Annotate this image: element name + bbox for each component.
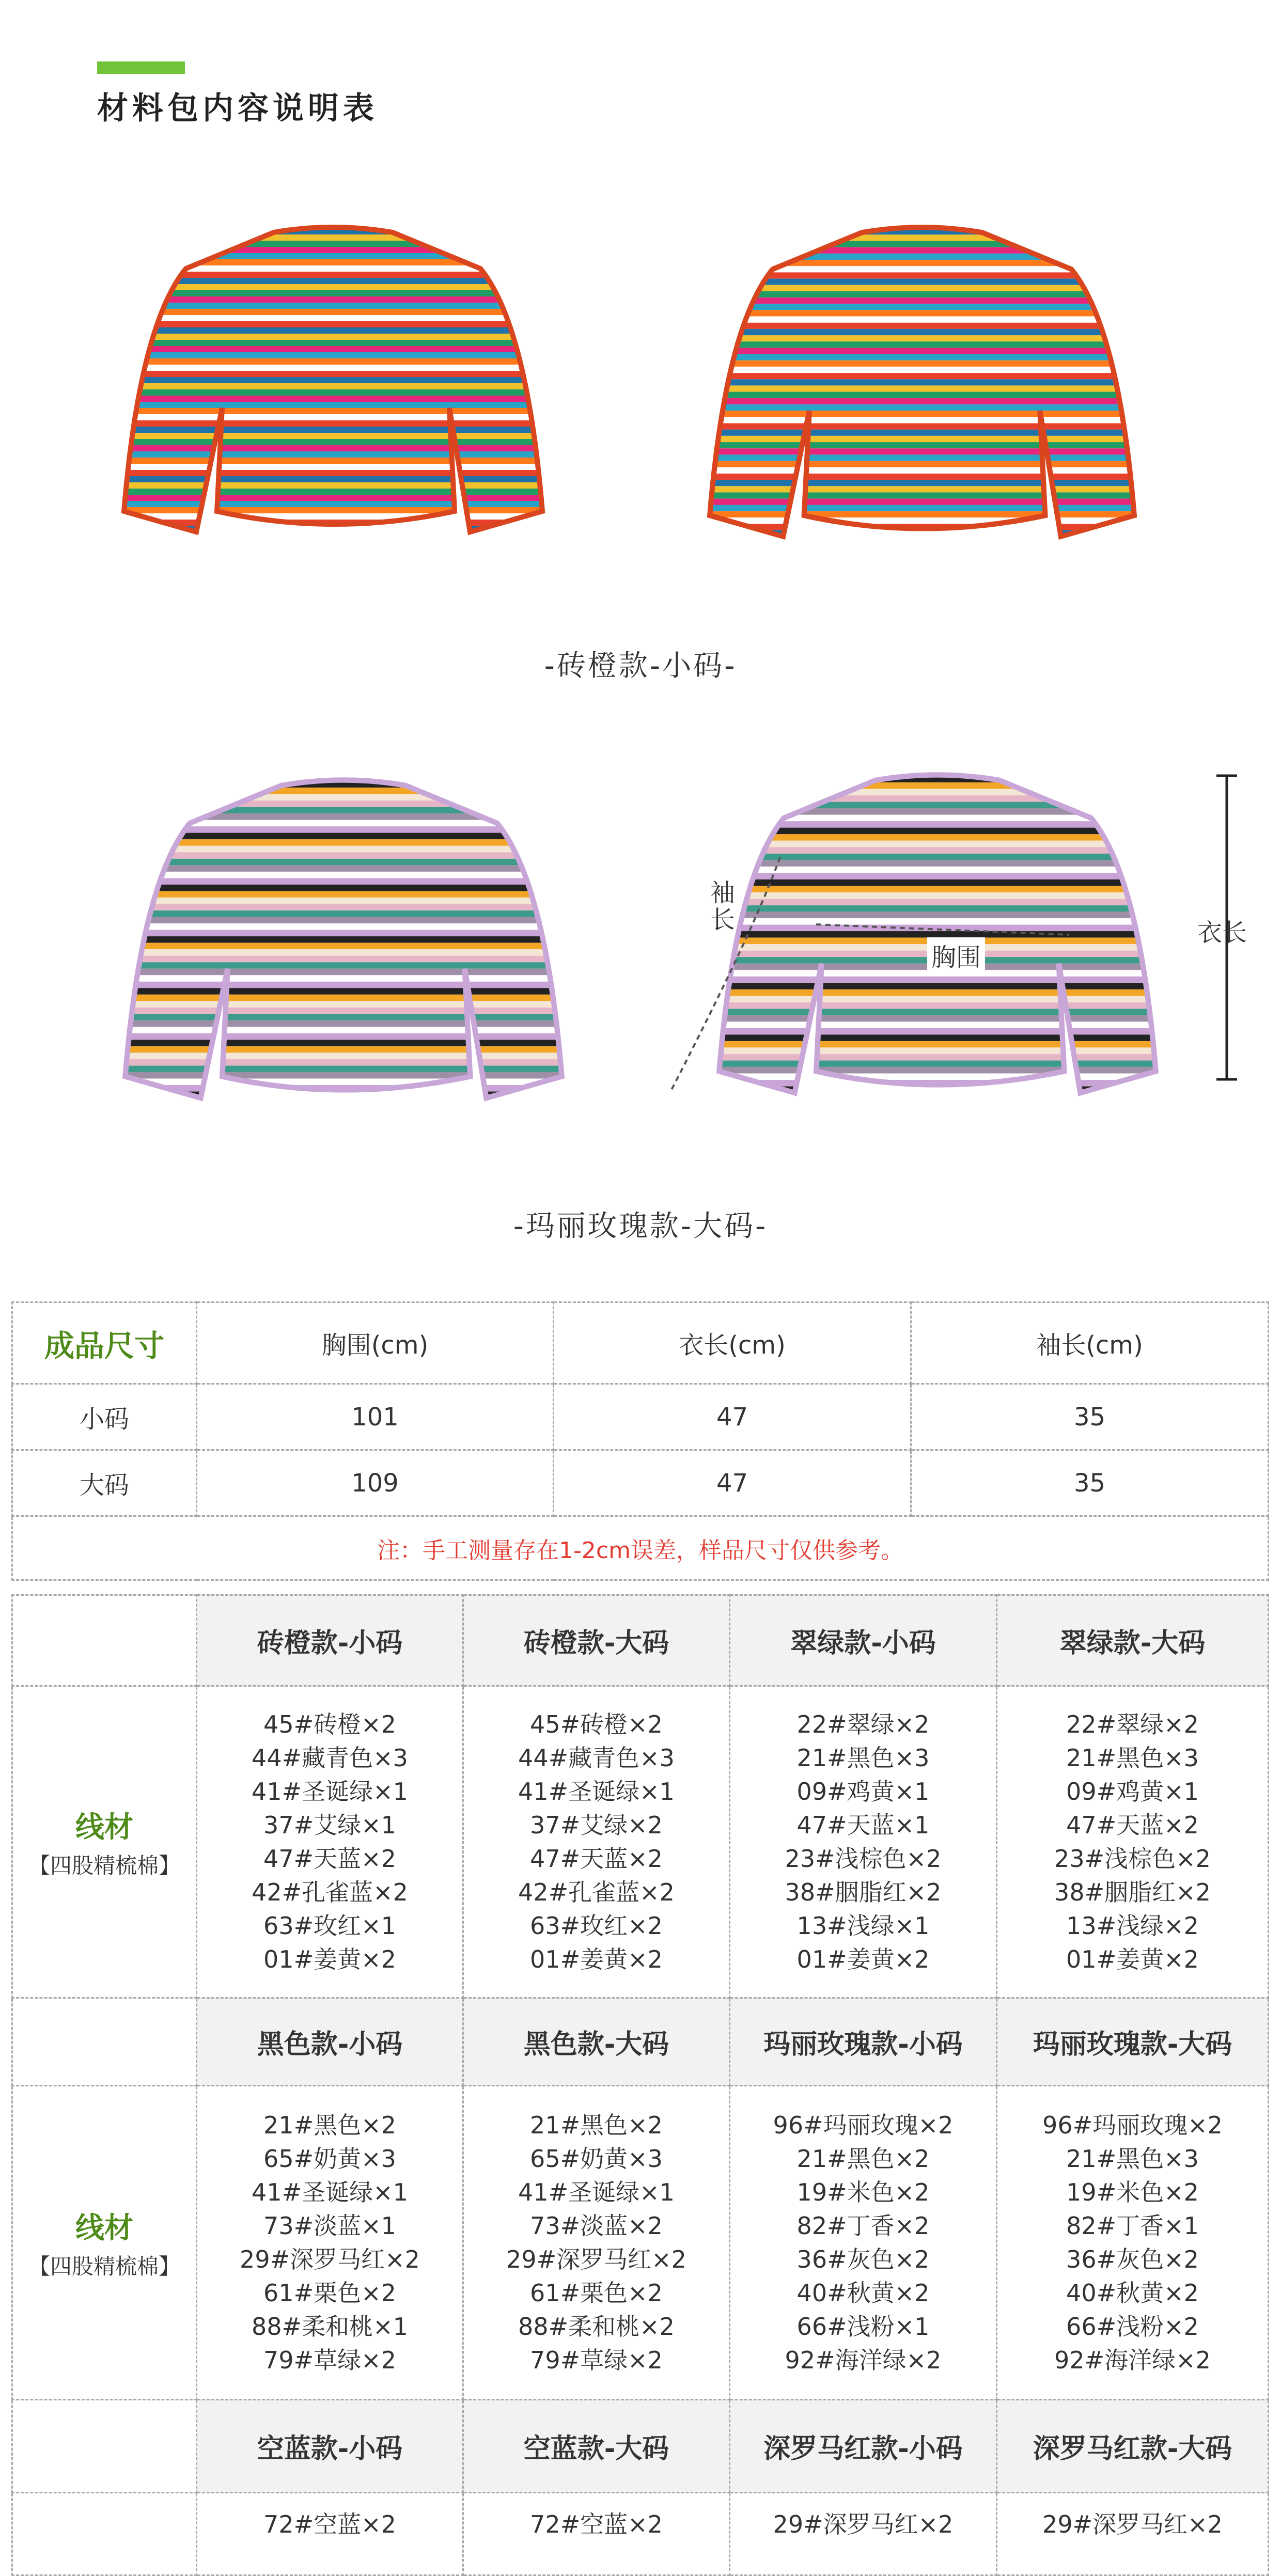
sleeve-label-2: 长	[710, 905, 736, 934]
materials-items-row	[12, 1686, 1269, 1998]
size-table	[11, 1301, 1269, 1581]
style-header: 空蓝款-大码	[463, 2400, 730, 2493]
size-note-row	[12, 1516, 1269, 1580]
page-title: 材料包内容说明表	[97, 90, 378, 127]
style-header: 深罗马红款-小码	[730, 2400, 997, 2493]
yarn-item: 21#黑色×2	[530, 2111, 663, 2139]
yarn-list	[730, 2493, 997, 2575]
yarn-item: 44#藏青色×3	[252, 1743, 408, 1772]
yarn-item: 72#空蓝×2	[530, 2510, 663, 2538]
yarn-item: 23#浅棕色×2	[785, 1844, 942, 1873]
yarn-label-cell	[12, 1686, 197, 1998]
yarn-item: 42#孔雀蓝×2	[518, 1878, 675, 1906]
yarn-item: 09#鸡黄×1	[1066, 1777, 1199, 1805]
yarn-item: 21#黑色×3	[796, 1743, 930, 1772]
yarn-item: 66#浅粉×2	[1066, 2312, 1199, 2341]
yarn-item: 13#浅绿×1	[796, 1911, 930, 1940]
materials-header-empty	[12, 1998, 197, 2086]
yarn-label: 线材	[75, 2211, 133, 2245]
yarn-list	[197, 1686, 463, 1998]
size-cell: 109	[197, 1450, 554, 1516]
yarn-item: 19#米色×2	[796, 2178, 930, 2206]
style-header: 空蓝款-小码	[197, 2400, 463, 2493]
yarn-item: 63#玫红×2	[530, 1911, 663, 1940]
size-header-length: 衣长(cm)	[554, 1302, 911, 1384]
yarn-item: 66#浅粉×1	[796, 2312, 930, 2341]
yarn-list	[997, 2086, 1269, 2400]
yarn-item: 47#天蓝×2	[263, 1844, 396, 1873]
yarn-item: 29#深罗马红×2	[506, 2245, 686, 2273]
yarn-item: 38#胭脂红×2	[1054, 1878, 1211, 1906]
yarn-label: 线材	[75, 1810, 133, 1844]
yarn-item: 21#黑色×3	[1066, 2144, 1199, 2173]
yarn-item: 36#灰色×2	[796, 2245, 930, 2273]
style-header: 砖橙款-小码	[197, 1595, 463, 1686]
yarn-item: 13#浅绿×2	[1066, 1911, 1199, 1940]
yarn-item: 88#柔和桃×1	[252, 2312, 408, 2341]
yarn-item: 21#黑色×3	[1066, 1743, 1199, 1772]
style-header: 深罗马红款-大码	[997, 2400, 1269, 2493]
yarn-item: 88#柔和桃×2	[518, 2312, 675, 2341]
size-cell: 35	[911, 1384, 1269, 1450]
yarn-item: 45#砖橙×2	[263, 1710, 396, 1738]
materials-items-row	[12, 2493, 1269, 2575]
yarn-item: 65#奶黄×3	[530, 2144, 663, 2173]
style-header: 翠绿款-大码	[997, 1595, 1269, 1686]
chest-label: 胸围	[927, 937, 985, 973]
yarn-item: 82#丁香×1	[1066, 2211, 1199, 2240]
yarn-item: 96#玛丽玫瑰×2	[1042, 2111, 1223, 2139]
yarn-item: 29#深罗马红×2	[773, 2510, 954, 2538]
yarn-item: 29#深罗马红×2	[1042, 2510, 1223, 2538]
size-cell: 35	[911, 1450, 1269, 1516]
size-table-header-row	[12, 1302, 1269, 1384]
size-cell: 101	[197, 1384, 554, 1450]
measurement-note: 注：手工测量存在1-2cm误差，样品尺寸仅供参考。	[12, 1516, 1269, 1580]
yarn-item: 22#翠绿×2	[796, 1710, 930, 1738]
yarn-list	[997, 2493, 1269, 2575]
yarn-item: 19#米色×2	[1066, 2178, 1199, 2206]
size-row-large	[12, 1450, 1269, 1516]
yarn-item: 47#天蓝×2	[1066, 1811, 1199, 1839]
yarn-item: 41#圣诞绿×1	[518, 1777, 675, 1805]
sleeve-label-1: 袖	[710, 878, 736, 907]
yarn-item: 21#黑色×2	[263, 2111, 396, 2139]
style-header: 黑色款-小码	[197, 1998, 463, 2086]
style-header: 翠绿款-小码	[730, 1595, 997, 1686]
yarn-item: 73#淡蓝×2	[530, 2211, 663, 2240]
size-cell: 47	[554, 1384, 911, 1450]
yarn-item: 63#玫红×1	[263, 1911, 396, 1940]
yarn-item: 01#姜黄×2	[796, 1945, 930, 1973]
yarn-list	[997, 1686, 1269, 1998]
size-cell: 大码	[12, 1450, 197, 1516]
size-header-label: 成品尺寸	[12, 1302, 197, 1384]
caption-orange-small: -砖橙款-小码-	[544, 649, 737, 683]
size-cell: 47	[554, 1450, 911, 1516]
size-header-sleeve: 袖长(cm)	[911, 1302, 1269, 1384]
yarn-item: 41#圣诞绿×1	[252, 1777, 408, 1805]
yarn-item: 38#胭脂红×2	[785, 1878, 942, 1906]
yarn-item: 23#浅棕色×2	[1054, 1844, 1211, 1873]
materials-header-row	[12, 1998, 1269, 2086]
yarn-sublabel: 【四股精梳棉】	[28, 1852, 180, 1878]
size-header-chest: 胸围(cm)	[197, 1302, 554, 1384]
yarn-item: 47#天蓝×1	[796, 1811, 930, 1839]
materials-items-row	[12, 2086, 1269, 2400]
yarn-list	[730, 2086, 997, 2400]
yarn-item: 96#玛丽玫瑰×2	[773, 2111, 954, 2139]
yarn-item: 42#孔雀蓝×2	[252, 1878, 408, 1906]
size-cell: 小码	[12, 1384, 197, 1450]
yarn-list	[463, 2086, 730, 2400]
yarn-item: 82#丁香×2	[796, 2211, 930, 2240]
sweater-photo-orange-2	[677, 222, 1167, 584]
materials-header-empty	[12, 2400, 197, 2493]
yarn-sublabel: 【四股精梳棉】	[28, 2253, 180, 2279]
yarn-item: 01#姜黄×2	[263, 1945, 396, 1973]
yarn-list	[463, 2493, 730, 2575]
yarn-item: 79#草绿×2	[263, 2346, 396, 2374]
yarn-item: 40#秋黄×2	[1066, 2279, 1199, 2307]
yarn-item: 92#海洋绿×2	[785, 2346, 942, 2374]
title-accent-bar	[97, 61, 185, 74]
yarn-list	[197, 2493, 463, 2575]
yarn-item: 41#圣诞绿×1	[518, 2178, 675, 2206]
yarn-item: 09#鸡黄×1	[796, 1777, 930, 1805]
yarn-item: 01#姜黄×2	[530, 1945, 663, 1973]
length-label: 衣长	[1197, 918, 1247, 947]
yarn-item: 72#空蓝×2	[263, 2510, 396, 2538]
materials-table	[11, 1594, 1269, 2576]
yarn-item: 92#海洋绿×2	[1054, 2346, 1211, 2374]
yarn-list	[197, 2086, 463, 2400]
sweater-photo-orange-1	[119, 222, 548, 578]
caption-rose-large: -玛丽玫瑰款-大码-	[513, 1210, 768, 1243]
yarn-item: 29#深罗马红×2	[240, 2245, 420, 2273]
yarn-item: 45#砖橙×2	[530, 1710, 663, 1738]
yarn-item: 41#圣诞绿×1	[252, 2178, 408, 2206]
materials-header-empty	[12, 1595, 197, 1686]
style-header: 玛丽玫瑰款-小码	[730, 1998, 997, 2086]
style-header: 砖橙款-大码	[463, 1595, 730, 1686]
yarn-label-cell	[12, 2086, 197, 2400]
yarn-item: 40#秋黄×2	[796, 2279, 930, 2307]
sweater-photo-rose-1	[83, 775, 604, 1146]
yarn-label-cell	[12, 2493, 197, 2575]
yarn-item: 37#艾绿×2	[530, 1811, 663, 1839]
materials-header-row	[12, 1595, 1269, 1686]
style-header: 黑色款-大码	[463, 1998, 730, 2086]
yarn-item: 22#翠绿×2	[1066, 1710, 1199, 1738]
yarn-list	[463, 1686, 730, 1998]
yarn-item: 01#姜黄×2	[1066, 1945, 1199, 1973]
yarn-item: 44#藏青色×3	[518, 1743, 675, 1772]
yarn-item: 65#奶黄×3	[263, 2144, 396, 2173]
yarn-list	[730, 1686, 997, 1998]
style-header: 玛丽玫瑰款-大码	[997, 1998, 1269, 2086]
yarn-item: 73#淡蓝×1	[263, 2211, 396, 2240]
yarn-item: 36#灰色×2	[1066, 2245, 1199, 2273]
size-row-small	[12, 1384, 1269, 1450]
yarn-item: 37#艾绿×1	[263, 1811, 396, 1839]
yarn-item: 79#草绿×2	[530, 2346, 663, 2374]
yarn-item: 21#黑色×2	[796, 2144, 930, 2173]
materials-header-row	[12, 2400, 1269, 2493]
yarn-item: 61#栗色×2	[530, 2279, 663, 2307]
yarn-item: 61#栗色×2	[263, 2279, 396, 2307]
yarn-item: 47#天蓝×2	[530, 1844, 663, 1873]
